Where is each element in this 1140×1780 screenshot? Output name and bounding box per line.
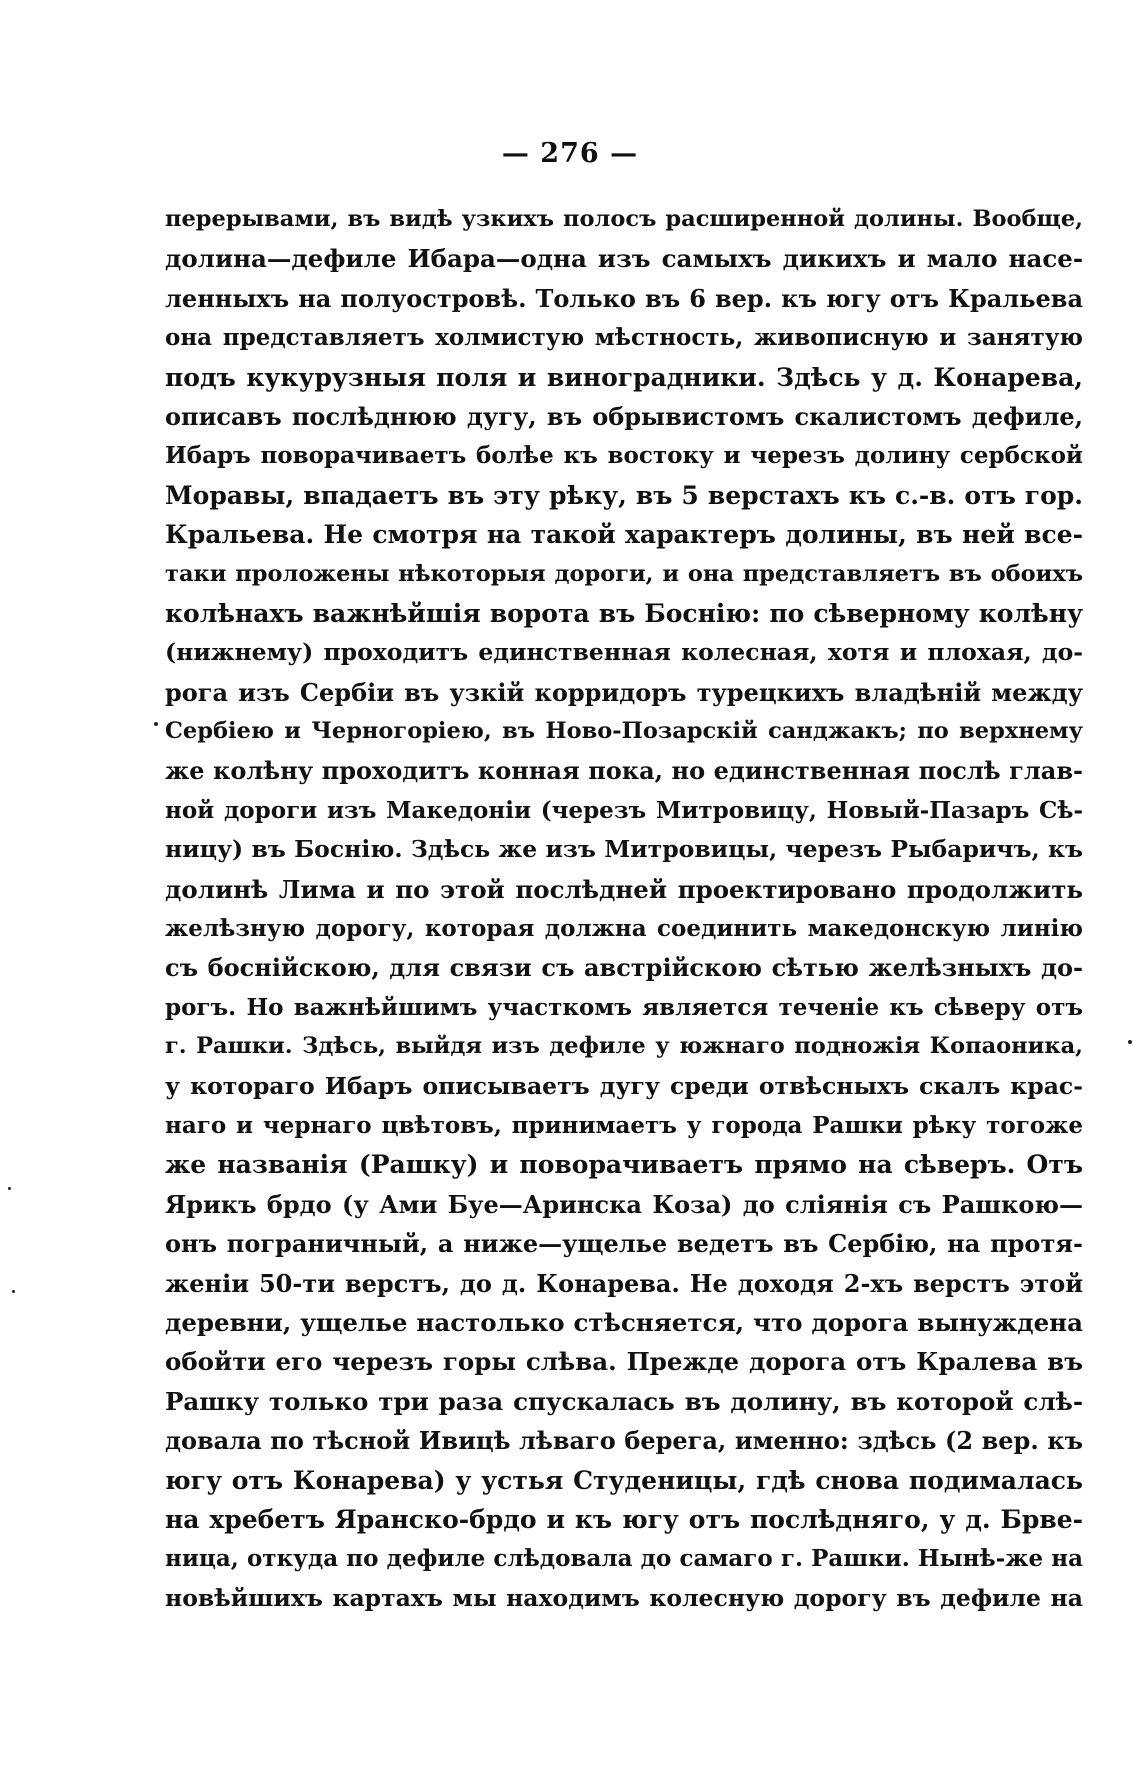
text-line: желѣзную дорогу, которая должна соединить македонскую линію xyxy=(165,915,1083,943)
text-line: женіи 50-ти верстъ, до д. Конарева. Не доходя 2-хъ верстъ этой xyxy=(165,1268,1083,1298)
scan-speck xyxy=(154,722,158,726)
text-line: Ярикъ брдо (у Ами Буе—Аринска Коза) до сліянія съ Рашкою— xyxy=(165,1189,1083,1219)
text-line: съ боснійскою, для связи съ австрійскою сѣтью желѣзныхъ до- xyxy=(165,953,1083,983)
text-line: (нижнему) проходитъ единственная колесная, хотя и плохая, до- xyxy=(165,638,1083,667)
text-line: ница, откуда по дефиле слѣдовала до самаго г. Рашки. Нынѣ-же на xyxy=(165,1545,1083,1573)
text-line: описавъ послѣднюю дугу, въ обрывистомъ скалистомъ дефиле, xyxy=(165,401,1083,431)
text-line: Кральева. Не смотря на такой характеръ долины, въ ней все- xyxy=(165,520,1083,550)
text-line: же колѣну проходитъ конная пока, но единственная послѣ глав- xyxy=(165,756,1083,786)
text-line: у котораго Ибаръ описываетъ дугу среди отвѣсныхъ скалъ крас- xyxy=(165,1071,1083,1100)
text-line: рога изъ Сербіи въ узкій корридоръ турецкихъ владѣній между xyxy=(165,677,1083,707)
text-line: новѣйшихъ картахъ мы находимъ колесную дорогу въ дефиле на xyxy=(165,1583,1083,1612)
text-line: ницу) въ Боснію. Здѣсь же изъ Митровицы, черезъ Рыбаричъ, къ xyxy=(165,835,1083,864)
scan-speck xyxy=(8,1187,11,1190)
scan-speck xyxy=(1128,1040,1132,1044)
text-line: наго и чернаго цвѣтовъ, принимаетъ у города Рашки рѣку тогоже xyxy=(165,1111,1083,1139)
text-line: Сербіею и Черногоріею, въ Ново-Позарскій санджакъ; по верхнему xyxy=(165,718,1083,745)
text-line: довала по тѣсной Ивицѣ лѣваго берега, именно: здѣсь (2 вер. къ xyxy=(165,1426,1083,1456)
text-line: на хребетъ Яранско-брдо и къ югу отъ послѣдняго, у д. Брве- xyxy=(165,1504,1083,1534)
body-text xyxy=(165,200,1083,1618)
text-line: деревни, ущелье настолько стѣсняется, что дорога вынуждена xyxy=(165,1307,1083,1337)
text-line: рогъ. Но важнѣйшимъ участкомъ является теченіе къ сѣверу отъ xyxy=(165,993,1083,1021)
page-number: — 276 — xyxy=(501,138,639,169)
text-line: долинѣ Лима и по этой послѣдней проектировано продолжить xyxy=(165,874,1083,904)
scan-speck xyxy=(12,1290,15,1293)
text-line: она представляетъ холмистую мѣстность, живописную и занятую xyxy=(165,324,1083,352)
text-line: ленныхъ на полуостровѣ. Только въ 6 вер. къ югу отъ Кральева xyxy=(165,283,1083,313)
text-line: долина—дефиле Ибара—одна изъ самыхъ дикихъ и мало насе- xyxy=(165,244,1083,274)
text-line: перерывами, въ видѣ узкихъ полосъ расширенной долины. Вообще, xyxy=(165,206,1083,232)
text-line: г. Рашки. Здѣсь, выйдя изъ дефиле у южнаго подножія Копаоника, xyxy=(165,1033,1083,1060)
text-line: югу отъ Конарева) у устья Студеницы, гдѣ снова подималась xyxy=(165,1465,1083,1495)
text-line: же названія (Рашку) и поворачиваетъ прямо на сѣверъ. Отъ xyxy=(165,1150,1083,1180)
text-line: онъ пограничный, а ниже—ущелье ведетъ въ Сербію, на протя- xyxy=(165,1229,1083,1259)
text-line: Моравы, впадаетъ въ эту рѣку, въ 5 верстахъ къ с.-в. отъ гор. xyxy=(165,480,1083,510)
text-line: колѣнахъ важнѣйшія ворота въ Боснію: по сѣверному колѣну xyxy=(165,598,1083,628)
text-line: обойти его черезъ горы слѣва. Прежде дорога отъ Кралева въ xyxy=(165,1347,1083,1377)
text-line: Ибаръ поворачиваетъ болѣе къ востоку и черезъ долину сербской xyxy=(165,442,1083,470)
text-line: ной дороги изъ Македоніи (черезъ Митровицу, Новый-Пазаръ Сѣ- xyxy=(165,796,1083,824)
text-line: подъ кукурузныя поля и виноградники. Здѣсь у д. Конарева, xyxy=(165,362,1083,392)
text-line: Рашку только три раза спускалась въ долину, въ которой слѣ- xyxy=(165,1386,1083,1416)
text-line: таки проложены нѣкоторыя дороги, и она представляетъ въ обоихъ xyxy=(165,560,1083,587)
